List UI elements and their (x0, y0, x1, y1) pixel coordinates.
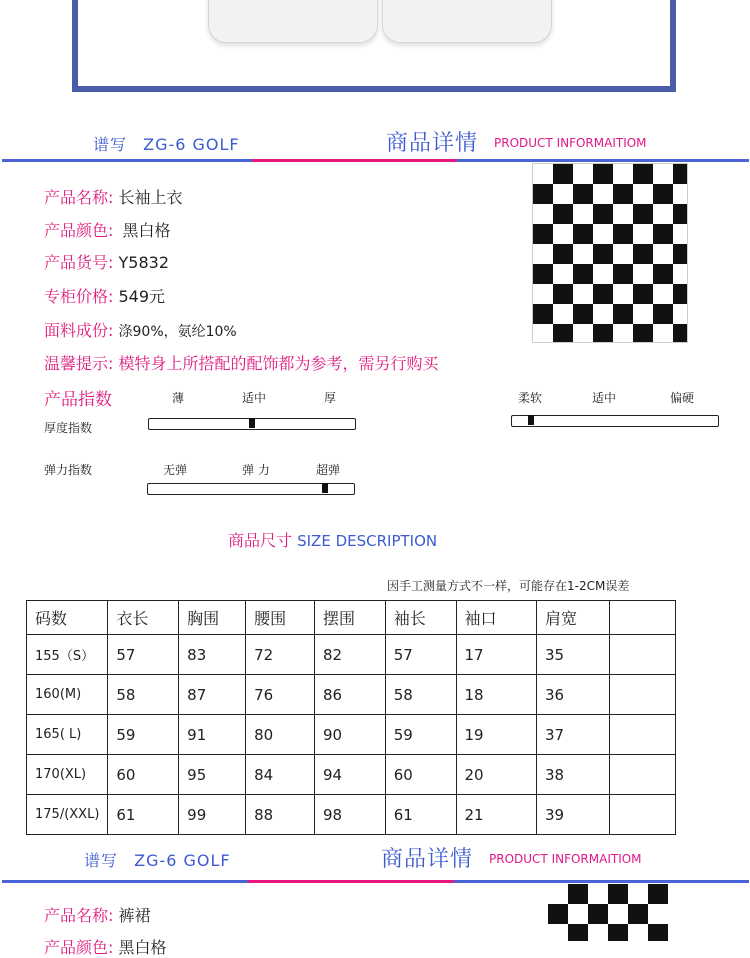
size-table-cell: 160(M) (27, 675, 108, 715)
size-table-cell: 17 (456, 635, 536, 675)
size-table-row (27, 715, 676, 755)
thickness-label: 厚度指数 (44, 421, 93, 435)
thickness-scale-mid: 适中 (242, 391, 267, 405)
size-table-header-cell (609, 601, 675, 635)
elasticity-bar (147, 483, 355, 495)
size-table-cell: 35 (536, 635, 609, 675)
brand-prefix: 谱写 (84, 851, 119, 870)
size-table-cell: 83 (179, 635, 246, 675)
info-value: Y5832 (118, 253, 169, 272)
size-table-header-cell: 袖口 (456, 601, 536, 635)
size-table-cell: 170(XL) (27, 755, 108, 795)
info-label: 产品颜色: (44, 938, 114, 957)
size-table-cell: 95 (179, 755, 246, 795)
product-photo-shirt (532, 163, 688, 343)
size-table-cell: 59 (108, 715, 179, 755)
size-table-cell: 99 (179, 795, 246, 835)
section-header-brand (93, 132, 240, 155)
product-photo-frame (72, 0, 676, 92)
info-label: 产品货号: (44, 253, 114, 272)
size-table-cell: 39 (536, 795, 609, 835)
size-table-row (27, 795, 676, 835)
size-table-header (27, 601, 676, 635)
info-value: 裤裙 (118, 906, 151, 925)
size-table-cell: 38 (536, 755, 609, 795)
elasticity-indicator (322, 483, 328, 493)
elasticity-scale-low: 无弹 (163, 463, 188, 477)
size-table-cell: 61 (385, 795, 456, 835)
section2-subtitle: PRODUCT INFORMAITIOM (489, 852, 642, 866)
size-table-cell: 57 (108, 635, 179, 675)
elasticity-scale-mid: 弹 力 (242, 463, 270, 477)
section2-title: 商品详情 (381, 847, 474, 872)
softness-scale-high: 偏硬 (670, 391, 695, 405)
size-table-cell: 165( L) (27, 715, 108, 755)
size-table-header-cell: 码数 (27, 601, 108, 635)
size-table-cell: 20 (456, 755, 536, 795)
section2-divider-pink (248, 880, 454, 883)
brand-code: ZG-6 GOLF (134, 851, 231, 870)
size-table-cell: 21 (456, 795, 536, 835)
thickness-indicator (249, 418, 255, 428)
thickness-bar (148, 418, 356, 430)
size-table-cell: 19 (456, 715, 536, 755)
size-table-cell: 175/(XXL) (27, 795, 108, 835)
section-subtitle: PRODUCT INFORMAITIOM (494, 136, 647, 150)
size-table-cell: 18 (456, 675, 536, 715)
size-table-cell: 90 (314, 715, 385, 755)
size-table-cell: 84 (246, 755, 315, 795)
info-sku-row (44, 250, 169, 273)
brand-prefix: 谱写 (93, 135, 128, 154)
size-table-row (27, 675, 676, 715)
size-table-header-cell: 腰围 (246, 601, 315, 635)
thickness-scale-low: 薄 (172, 391, 185, 405)
size-note: 因手工测量方式不一样，可能存在1-2CM误差 (387, 579, 630, 593)
elasticity-scale-high: 超弹 (316, 463, 341, 477)
size-table-cell (609, 755, 675, 795)
softness-bar (511, 415, 719, 427)
size-table-cell: 76 (246, 675, 315, 715)
info-value: 549元 (118, 287, 166, 306)
size-title-en: SIZE DESCRIPTION (297, 532, 438, 550)
size-table-cell: 87 (179, 675, 246, 715)
softness-scale-low: 柔软 (518, 391, 543, 405)
info-label: 温馨提示: (44, 354, 114, 373)
size-table-header-cell: 胸围 (179, 601, 246, 635)
size-table-cell: 58 (385, 675, 456, 715)
size-table (26, 600, 676, 835)
size-table-cell: 86 (314, 675, 385, 715)
info-notice-text: 模特身上所搭配的配饰都为参考，需另行购买 (118, 354, 439, 373)
section2-name-row (44, 903, 151, 926)
size-table-header-cell: 袖长 (385, 601, 456, 635)
product-photo-skirt (548, 884, 668, 941)
size-table-cell: 37 (536, 715, 609, 755)
info-label: 专柜价格: (44, 287, 114, 306)
size-table-row (27, 635, 676, 675)
size-title-cn: 商品尺寸 (228, 531, 293, 550)
size-table-cell: 91 (179, 715, 246, 755)
pants-right-leg-image (382, 0, 552, 43)
info-value: 黑白格 (118, 938, 167, 957)
size-table-cell (609, 715, 675, 755)
size-table-cell: 155（S） (27, 635, 108, 675)
header-divider-pink (252, 159, 457, 162)
size-table-cell: 60 (108, 755, 179, 795)
section2-header-brand (84, 848, 231, 871)
size-section-title (228, 528, 437, 551)
elasticity-label: 弹力指数 (44, 463, 93, 477)
softness-scale-mid: 适中 (592, 391, 617, 405)
size-table-cell: 57 (385, 635, 456, 675)
info-fabric-row (44, 318, 237, 341)
size-table-cell (609, 675, 675, 715)
info-price-row (44, 284, 165, 307)
size-table-cell (609, 635, 675, 675)
info-label: 面料成份: (44, 321, 114, 340)
size-table-cell: 61 (108, 795, 179, 835)
size-table-cell: 58 (108, 675, 179, 715)
info-value: 涤90%，氨纶10% (118, 324, 237, 340)
info-label: 产品名称: (44, 906, 114, 925)
indices-title: 产品指数 (44, 390, 112, 410)
size-table-cell: 82 (314, 635, 385, 675)
section-title: 商品详情 (386, 131, 479, 156)
thickness-scale-high: 厚 (324, 391, 337, 405)
info-notice-row (44, 351, 439, 374)
size-table-row (27, 755, 676, 795)
softness-indicator (528, 415, 534, 425)
brand-code: ZG-6 GOLF (143, 135, 240, 154)
size-table-cell: 88 (246, 795, 315, 835)
size-table-cell: 98 (314, 795, 385, 835)
size-table-cell: 59 (385, 715, 456, 755)
size-table-cell: 72 (246, 635, 315, 675)
info-value: 长袖上衣 (118, 188, 183, 207)
info-value: 黑白格 (122, 221, 171, 240)
size-table-cell: 80 (246, 715, 315, 755)
size-table-cell: 60 (385, 755, 456, 795)
size-table-cell (609, 795, 675, 835)
section2-color-row (44, 935, 167, 958)
size-table-header-cell: 衣长 (108, 601, 179, 635)
info-label: 产品名称: (44, 188, 114, 207)
info-color-row (44, 218, 171, 241)
info-name-row (44, 185, 183, 208)
info-label: 产品颜色: (44, 221, 114, 240)
size-table-header-cell: 肩宽 (536, 601, 609, 635)
size-table-header-cell: 摆围 (314, 601, 385, 635)
pants-left-leg-image (208, 0, 378, 43)
size-table-cell: 36 (536, 675, 609, 715)
size-table-cell: 94 (314, 755, 385, 795)
